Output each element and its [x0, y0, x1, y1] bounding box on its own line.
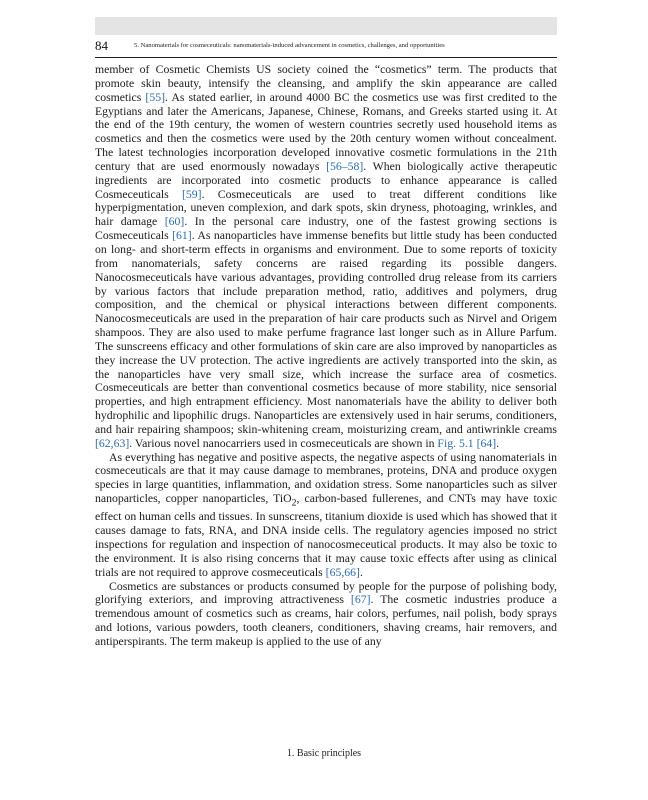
- citation-link[interactable]: [55]: [145, 90, 165, 104]
- text-run: .: [496, 436, 500, 450]
- text-run: . As nanoparticles have immense benefits but little study has been conducted on long- and short-term effects in organisms and environment. Due to some reports of toxicity from nanomaterials, safety concerns are raised regarding its possible dangers. Nanocosmeceuticals have various advantages, providing controlled drug release from its carriers by various factors that include preparation method, ratio, additives and polymers, drug composition, and the chemical or physical interactions between different components. Nanocosmeceuticals are used in the preparation of hair care products such as Nirvel and Origem shampoos. They are also used to make perfume fragrance last longer such as in Allure Parfum. The sunscreens efficacy and other formulations of skin care are also improved by nanoparticles as they increase the UV protection. The active ingredients are actively transported into the skin, as the nanoparticles have very small size, which increase the surface area of cosmetics. Cosmeceuticals are better than conventional cosmetics because of more stability, nice sensorial properties, and high entrapment efficiency. Most nanomaterials have the ability to deliver both hydrophilic and lipophilic drugs. Nanoparticles are extensively used in hair serums, conditioners, and hair repairing shampoos; skin-whitening cream, moisturizing cream, and antiwrinkle creams: [95, 229, 557, 436]
- body-text: [95, 63, 557, 649]
- running-head: 5. Nanomaterials for cosmeceuticals: nanomaterials-induced advancement in cosmetics, challenges, and opportunities: [134, 42, 445, 49]
- paragraph-1: [95, 63, 557, 451]
- citation-link[interactable]: [67]: [350, 593, 371, 607]
- text-run: As everything has negative and positive aspects, the negative aspects of using nanomaterials in cosmeceuticals are that it may cause damage to membranes, proteins, DNA and produce oxygen species in large quantities, inflammation, and oxidation stress. Some nanoparticles such as silver nanoparticles, copper nanoparticles, TiO: [95, 450, 557, 506]
- citation-link[interactable]: [62,63]: [95, 436, 130, 450]
- text-run: . The cosmetic industries produce a tremendous amount of cosmetics such as creams, hair colors, perfumes, nail polish, body sprays and lotions, various powders, tooth cleaners, conditioners, shaving creams, hair removers, and antiperspirants. The term makeup is applied to the use of any: [95, 593, 557, 648]
- paragraph-3: [95, 580, 557, 649]
- text-run: . As stated earlier, in around 4000 BC the cosmetics use was first credited to the Egyptians and later the Americans, Japanese, Chinese, Romans, and Greeks started using it. At the end of the 19th century, the women of western countries secretly used household items as cosmetics and then the cosmetics were used by the 20th century women without concealment. The latest technologies incorporation developed innovative cosmetic formulations in the 21th century that are used enormously nowadays: [95, 90, 557, 173]
- text-run: Cosmetics are substances or products consumed by people for the purpose of polishing body, glorifying exteriors, and improving attractiveness: [95, 579, 557, 607]
- figure-link[interactable]: Fig. 5.1: [437, 436, 474, 450]
- page-number: 84: [95, 38, 108, 53]
- text-run: member of Cosmetic Chemists US society coined the “cosmetics” term. The products that promote skin beauty, intensify the cleansing, and amplify the skin appearance are called cosmetics: [95, 63, 557, 104]
- text-run: . When biologically active therapeutic ingredients are incorporated into cosmetic products to enhance appearance is called Cosmeceuticals: [95, 159, 558, 201]
- citation-link[interactable]: [61]: [172, 229, 192, 243]
- page-header: [95, 37, 557, 58]
- citation-link[interactable]: [64]: [476, 436, 497, 450]
- citation-link[interactable]: [56–58]: [326, 159, 364, 173]
- header-bar: [95, 17, 557, 35]
- paragraph-2: [95, 451, 557, 580]
- text-run: .: [359, 565, 363, 579]
- citation-link[interactable]: [60]: [164, 215, 185, 229]
- page-footer: 1. Basic principles: [286, 748, 362, 759]
- subscript: 2: [291, 497, 297, 509]
- text-run: , carbon-based fullerenes, and CNTs may have toxic effect on human cells and tissues. In sunscreens, titanium dioxide is used which has showed that it causes damage to fats, RNA, and DNA inside cells. The regulatory agencies imposed no strict inspections for regulation and inspection of nanocosmeceutical products. It may also be toxic to the environment. It is also rising concerns that it may cause toxic effects after using as clinical trials are not required to approve cosmeceuticals: [95, 492, 557, 579]
- citation-link[interactable]: [59]: [182, 187, 202, 201]
- text-run: . Various novel nanocarriers used in cosmeceuticals are shown in: [129, 436, 438, 450]
- citation-link[interactable]: [65,66]: [325, 565, 360, 579]
- text-run: . In the personal care industry, one of the fastest growing sections is Cosmeceuticals: [95, 215, 557, 243]
- text-run: . Cosmeceuticals are used to treat different conditions like hyperpigmentation, uneven complexion, and dark spots, skin dryness, photoaging, wrinkles, and hair damage: [95, 187, 557, 229]
